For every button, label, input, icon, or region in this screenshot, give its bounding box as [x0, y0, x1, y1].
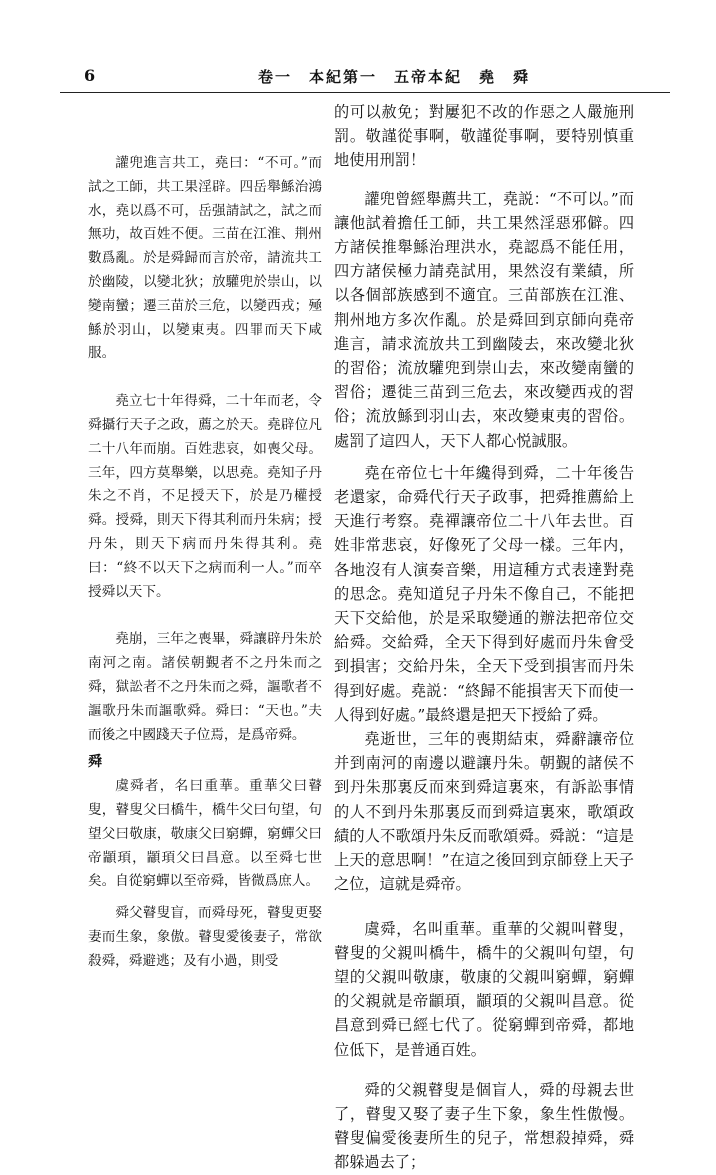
- translation-column: [334, 100, 634, 1175]
- translation-paragraph: 堯在帝位七十年纔得到舜，二十年後告老還家，命舜代行天子政事，把舜推薦給上天進行考察。堯禪讓帝位二十八年去世。百姓非常悲哀，好像死了父母一樣。三年内，各地沒有人演奏音樂，用這種方式表達對堯的思念。堯知道兒子丹朱不像自己，不能把天下交給他，於是采取變通的辦法把帝位交給舜。交給舜，全天下得到好處而丹朱會受到損害；交給丹朱，全天下受到損害而丹朱得到好處。堯説：“終歸不能損害天下而使一人得到好處。”最終還是把天下授給了舜。: [334, 463, 634, 724]
- original-paragraph: 堯立七十年得舜，二十年而老，令舜攝行天子之政，薦之於天。堯辟位凡二十八年而崩。百姓悲哀，如喪父母。三年，四方莫舉樂，以思堯。堯知子丹朱之不肖，不足授天下，於是乃權授舜。授舜，則天下得其利而丹朱病；授丹朱，則天下病而丹朱得其利。堯曰：“終不以天下之病而利一人。”而卒授舜以天下。: [88, 393, 322, 600]
- page-number: 6: [84, 66, 96, 85]
- translation-paragraph: 讙兜曾經舉薦共工，堯説：“不可以。”而讓他試着擔任工師，共工果然淫惡邪僻。四方諸侯推舉鯀治理洪水，堯認爲不能任用，四方諸侯極力請堯試用，果然沒有業績，所以各個部族感到不適宜。三苗部族在江淮、荆州地方多次作亂。於是舜回到京師向堯帝進言，請求流放共工到幽陵去，來改變北狄的習俗；流放驩兜到崇山去，來改變南蠻的習俗；遷徙三苗到三危去，來改變西戎的習俗；流放鯀到羽山去，來改變東夷的習俗。處罰了這四人，天下人都心悦誠服。: [334, 189, 634, 450]
- translation-paragraph: 舜的父親瞽叟是個盲人，舜的母親去世了，瞽叟又娶了妻子生下象，象生性傲慢。瞽叟偏愛後妻所生的兒子，常想殺掉舜，舜都躲過去了；: [334, 1080, 634, 1172]
- section-heading: 舜: [88, 754, 102, 771]
- translation-paragraph: 堯逝世，三年的喪期結束，舜辭讓帝位并到南河的南邊以避讓丹朱。朝覲的諸侯不到丹朱那裏反而來到舜這裏來，有訴訟事情的人不到丹朱那裏反而到舜這裏來，歌頌政績的人不歌頌丹朱反而歌頌舜。舜説：“這是上天的意思啊！”在這之後回到京師登上天子之位，這就是舜帝。: [334, 730, 634, 894]
- original-paragraph: 虞舜者，名曰重華。重華父曰瞽叟，瞽叟父曰橋牛，橋牛父曰句望，句望父曰敬康，敬康父曰窮蟬，窮蟬父曰帝顓頊，顓頊父曰昌意。以至舜七世矣。自從窮蟬以至帝舜，皆微爲庶人。: [88, 778, 322, 890]
- original-paragraph: 舜父瞽叟盲，而舜母死，瞽叟更娶妻而生象，象傲。瞽叟愛後妻子，常欲殺舜，舜避逃；及有小過，則受: [88, 905, 322, 969]
- original-text-column: [88, 100, 322, 974]
- header-rule: [60, 92, 670, 93]
- translation-paragraph: 虞舜，名叫重華。重華的父親叫瞽叟，瞽叟的父親叫橋牛，橋牛的父親叫句望，句望的父親叫敬康，敬康的父親叫窮蟬，窮蟬的父親就是帝顓頊，顓頊的父親叫昌意。從昌意到舜已經七代了。從窮蟬到帝舜，都地位低下，是普通百姓。: [334, 919, 634, 1059]
- original-paragraph: 堯崩，三年之喪畢，舜讓辟丹朱於南河之南。諸侯朝覲者不之丹朱而之舜，獄訟者不之丹朱而之舜，謳歌者不謳歌丹朱而謳歌舜。舜曰：“天也。”夫而後之中國踐天子位焉，是爲帝舜。: [88, 631, 322, 743]
- original-paragraph: 讙兜進言共工，堯曰：“不可。”而試之工師，共工果淫辟。四岳舉鯀治鴻水，堯以爲不可，岳强請試之，試之而無功，故百姓不便。三苗在江淮、荆州數爲亂。於是舜歸而言於帝，請流共工於幽陵，以變北狄；放驩兜於崇山，以變南蠻；遷三苗於三危，以變西戎；殛鯀於羽山，以變東夷。四罪而天下咸服。: [88, 155, 322, 362]
- translation-paragraph: 的可以赦免；對屢犯不改的作惡之人嚴施刑罰。敬謹從事啊，敬謹從事啊，要特别慎重地使用刑罰！: [334, 103, 634, 170]
- running-head: 卷一 本紀第一 五帝本紀 堯 舜: [258, 68, 531, 86]
